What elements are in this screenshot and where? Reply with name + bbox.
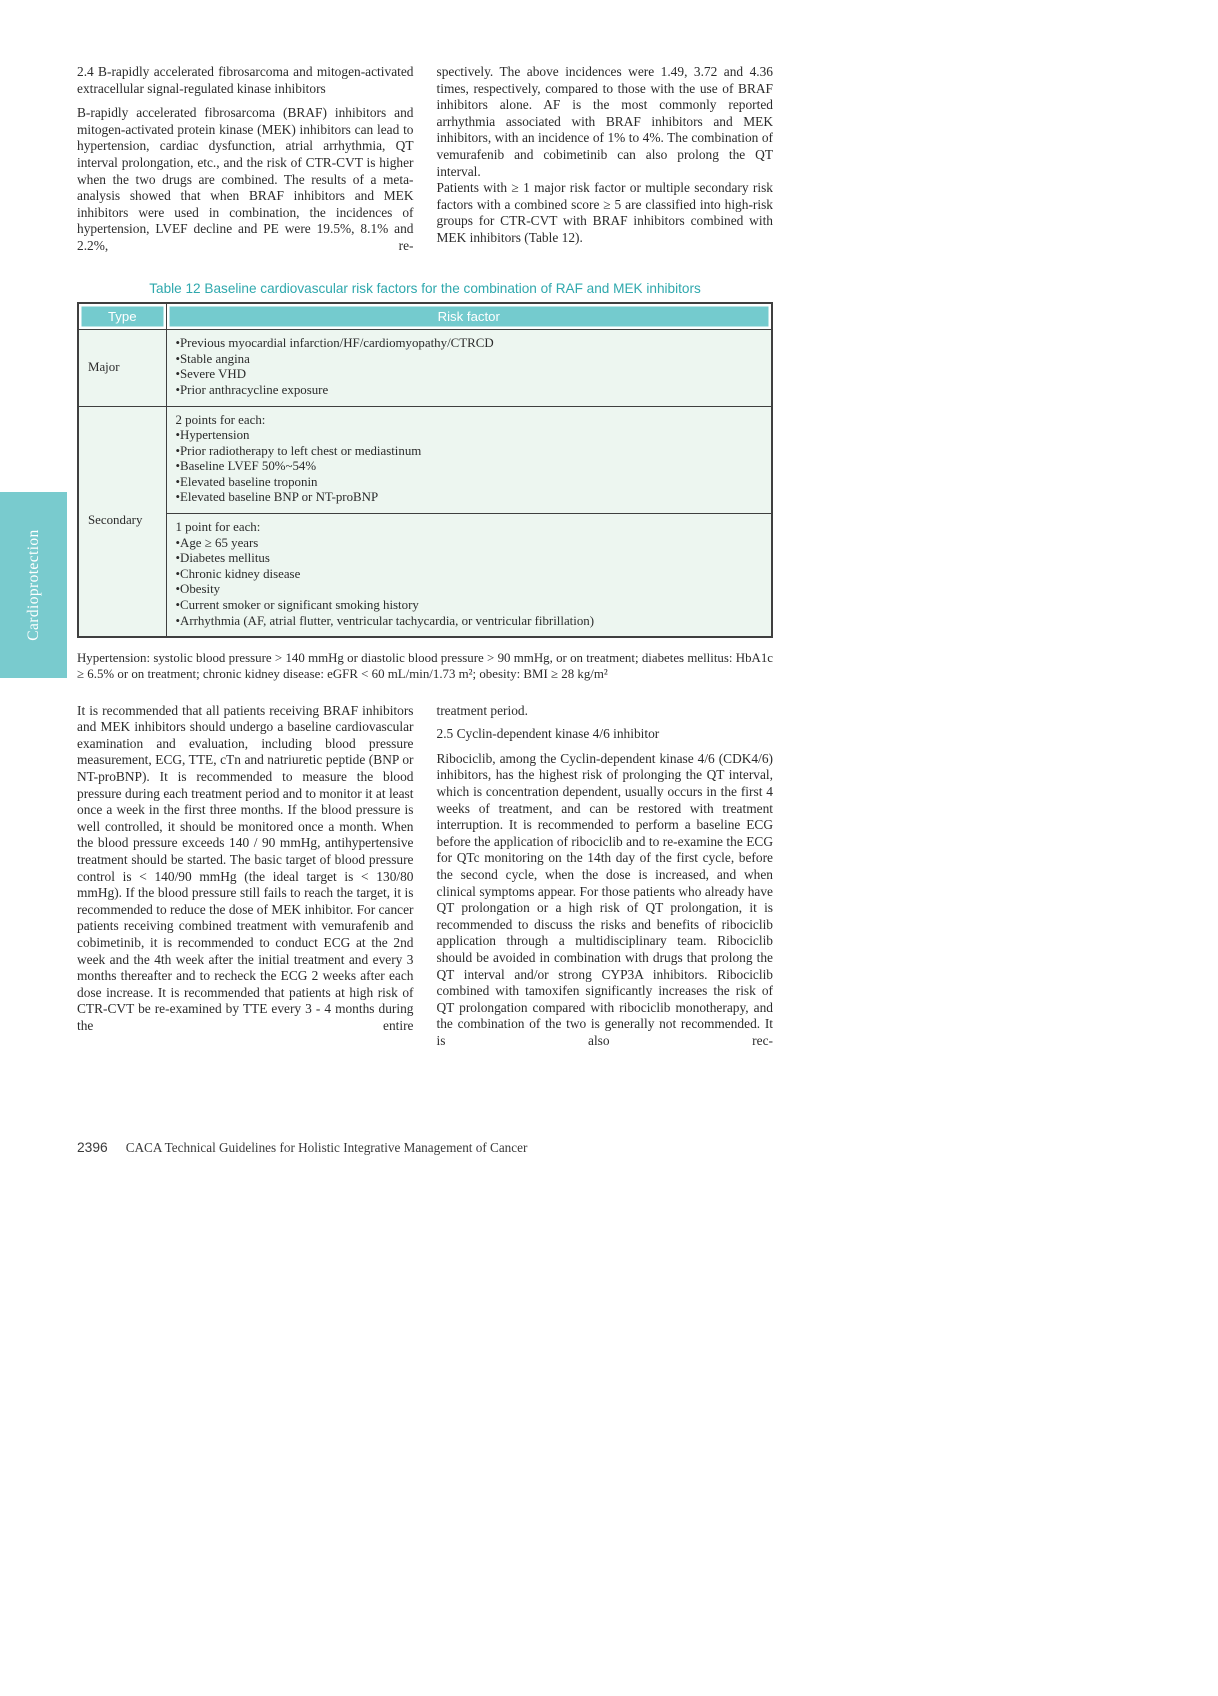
risk-item: •Diabetes mellitus xyxy=(175,551,270,566)
row-label-major: Major xyxy=(78,330,166,406)
risk-item: •Elevated baseline BNP or NT-proBNP xyxy=(175,490,379,505)
table-row-secondary-1pt xyxy=(78,514,772,638)
top-columns xyxy=(77,64,773,255)
section-2-4-paragraph-right-1: spectively. The above incidences were 1.49, 3.72 and 4.36 times, respectively, compared to those with the use of BRAF inhibitors alone. AF is the most commonly reported arrhythmia associated with BRAF inhibitors and MEK inhibitors, with an incidence of 1% to 4%. The combination of vemurafenib and cobimetinib can also prolong the QT interval. xyxy=(436,64,773,179)
bottom-columns xyxy=(77,703,773,1050)
section-2-4-paragraph-right-2: Patients with ≥ 1 major risk factor or multiple secondary risk factors with a combined score ≥ 5 are classified into high-risk groups for CTR-CVT with BRAF inhibitors combined with MEK inhibitors (Table 12). xyxy=(436,180,773,245)
page-footer xyxy=(77,1139,773,1157)
section-2-4-paragraph-left-2: It is recommended that all patients receiving BRAF inhibitors and MEK inhibitors should undergo a baseline cardiovascular examination and evaluation, including blood pressure measurement, ECG, TTE, cTn and natriuretic peptide (BNP or NT-proBNP). It is recommended to measure the blood pressure during each treatment period and to monitor it at least once a week in the first three months. If the blood pressure is well controlled, it should be monitored once a month. When the blood pressure exceeds 140 / 90 mmHg, antihypertensive treatment should be started. The basic target of blood pressure control is < 140/90 mmHg (the ideal target is < 130/80 mmHg). If the blood pressure still fails to reach the target, it is recommended to reduce the dose of MEK inhibitor. For cancer patients receiving combined treatment with vemurafenib and cobimetinib, it is recommended to conduct ECG at the 2nd week and the 4th week after the initial treatment and every 3 months thereafter and to recheck the ECG 2 weeks after each dose increase. It is recommended that patients at high risk of CTR-CVT be re-examined by TTE every 3 - 4 months during the entire xyxy=(77,702,414,1033)
section-2-4-paragraph-left: B-rapidly accelerated fibrosarcoma (BRAF) inhibitors and mitogen-activated protein kinase (MEK) inhibitors can lead to hypertension, cardiac dysfunction, atrial arrhythmia, QT interval prolongation, etc., and the risk of CTR-CVT is higher when the two drugs are combined. The results of a meta-analysis showed that when BRAF inhibitors and MEK inhibitors were used in combination, the incidences of hypertension, LVEF decline and PE were 19.5%, 8.1% and 2.2%, re- xyxy=(77,105,414,253)
section-heading-2-4: 2.4 B-rapidly accelerated fibrosarcoma and mitogen-activated extracellular signal-regulated kinase inhibitors xyxy=(77,64,414,96)
right-column-bottom xyxy=(437,703,774,1050)
secondary-1pt-cell xyxy=(166,514,772,638)
row-label-secondary: Secondary xyxy=(78,406,166,637)
risk-item: •Age ≥ 65 years xyxy=(175,535,259,550)
table-caption: Table 12 Baseline cardiovascular risk factors for the combination of RAF and MEK inhibitors xyxy=(149,280,701,296)
left-column-bottom xyxy=(77,703,414,1050)
table-row-secondary-2pt xyxy=(78,406,772,514)
table-header-row xyxy=(78,303,772,330)
page-content xyxy=(77,64,773,1050)
page-number: 2396 xyxy=(77,1140,108,1155)
risk-item: •Stable angina xyxy=(175,351,250,366)
right-column-top xyxy=(437,64,774,255)
section-2-5-paragraph: Ribociclib, among the Cyclin-dependent kinase 4/6 (CDK4/6) inhibitors, has the highest risk of prolonging the QT interval, which is concentration dependent, usually occurs in the first 4 weeks of treatment, and can be restored with treatment interruption. It is recommended to perform a baseline ECG before the application of ribociclib and to re-examine the ECG for QTc monitoring on the 14th day of the first cycle, before the second cycle, when the dose is increased, and when clinical symptoms appear. For those patients who already have QT prolongation or a high risk of QT prolongation, it is recommended to discuss the risks and benefits of ribociclib application through a multidisciplinary team. Ribociclib should be avoided in combination with drugs that prolong the QT interval and/or strong CYP3A inhibitors. Ribociclib combined with tamoxifen significantly increases the risk of QT prolongation compared with ribociclib monotherapy, and the combination of the two is generally not recommended. It is also rec- xyxy=(436,750,773,1048)
section-2-4-carryover: treatment period. xyxy=(436,702,528,718)
risk-group-title: 1 point for each: xyxy=(175,520,261,535)
risk-item: •Prior radiotherapy to left chest or mediastinum xyxy=(175,443,422,458)
col-header-risk-factor: Risk factor xyxy=(166,303,772,330)
table-footnote: Hypertension: systolic blood pressure > 140 mmHg or diastolic blood pressure > 90 mmHg, or on treatment; diabetes mellitus: HbA1c ≥ 6.5% or on treatment; chronic kidney disease: eGFR < 60 mL/min/1.73 m²; obesity: BMI ≥ 28 kg/m² xyxy=(77,651,773,682)
risk-item: •Elevated baseline troponin xyxy=(175,474,318,489)
risk-group-title: 2 points for each: xyxy=(175,412,266,427)
risk-factor-table xyxy=(77,302,773,639)
risk-factor-table-head xyxy=(78,303,772,330)
table-row-major xyxy=(78,330,772,406)
secondary-2pt-cell xyxy=(166,406,772,514)
major-risk-cell xyxy=(166,330,772,406)
footer-title: CACA Technical Guidelines for Holistic Integrative Management of Cancer xyxy=(125,1140,528,1155)
risk-item: •Prior anthracycline exposure xyxy=(175,382,329,397)
risk-item: •Severe VHD xyxy=(175,367,247,382)
risk-item: •Arrhythmia (AF, atrial flutter, ventricular tachycardia, or ventricular fibrillation) xyxy=(175,613,595,628)
chapter-side-tab-label: Cardioprotection xyxy=(24,529,42,641)
risk-item: •Chronic kidney disease xyxy=(175,566,301,581)
risk-item: •Baseline LVEF 50%~54% xyxy=(175,459,317,474)
risk-item: •Current smoker or significant smoking history xyxy=(175,598,419,613)
chapter-side-tab xyxy=(0,492,67,678)
section-heading-2-5: 2.5 Cyclin-dependent kinase 4/6 inhibitor xyxy=(436,726,660,742)
risk-item: •Hypertension xyxy=(175,428,250,443)
col-header-type: Type xyxy=(78,303,166,330)
risk-factor-table-body xyxy=(78,330,772,638)
left-column-top xyxy=(77,64,414,255)
risk-item: •Obesity xyxy=(175,582,221,597)
risk-item: •Previous myocardial infarction/HF/cardiomyopathy/CTRCD xyxy=(175,336,494,351)
